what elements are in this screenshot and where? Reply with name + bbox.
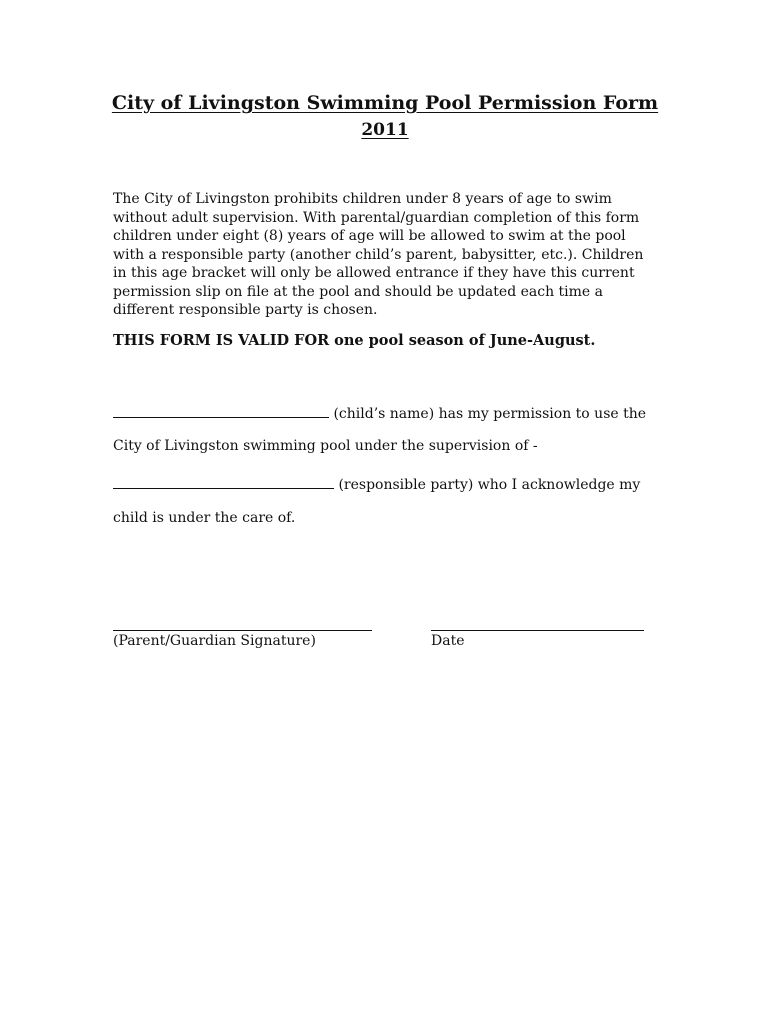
intro-paragraph: The City of Livingston prohibits children under 8 years of age to swim without adult supervision. With parental/guardian completion of this form children under eight (8) years of age will be allowed to swim at the pool with a responsible party (another child’s parent, babysitter, etc.). Children in this age bracket will only be allowed entrance if they have this current permission slip on file at the pool and should be updated each time a different responsible party is chosen.	[113, 191, 644, 318]
form-year: 2011	[361, 120, 409, 140]
responsible-party-row	[113, 474, 640, 493]
child-name-row	[113, 403, 646, 422]
validity-statement: THIS FORM IS VALID FOR one pool season of June-August.	[113, 332, 596, 349]
responsible-party-blank[interactable]	[113, 474, 334, 489]
signature-line[interactable]	[113, 630, 372, 631]
date-line[interactable]	[431, 630, 644, 631]
supervision-line: City of Livingston swimming pool under the supervision of -	[113, 438, 538, 454]
form-title: City of Livingston Swimming Pool Permission Form	[111, 92, 659, 114]
child-name-suffix: (child’s name) has my permission to use the	[333, 406, 647, 422]
date-label: Date	[431, 633, 465, 649]
child-name-blank[interactable]	[113, 403, 329, 418]
signature-label: (Parent/Guardian Signature)	[113, 633, 316, 649]
responsible-party-suffix: (responsible party) who I acknowledge my	[338, 477, 641, 493]
care-line: child is under the care of.	[113, 510, 296, 526]
